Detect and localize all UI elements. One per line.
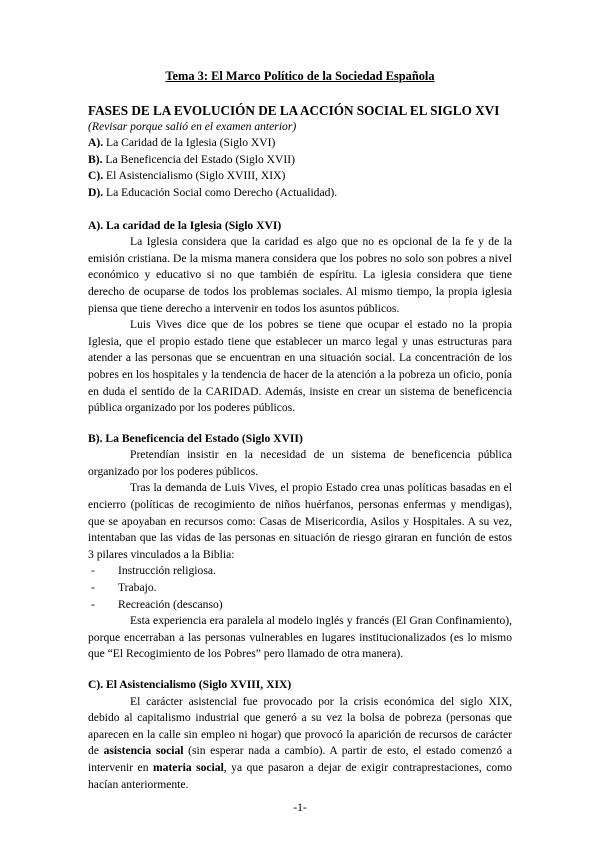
phase-text: La Educación Social como Derecho (Actualidad). (103, 185, 338, 199)
section-b-paragraph-3: Esta experiencia era paralela al modelo inglés y francés (El Gran Confinamiento), porque encerraban a las personas vulnerables en lugares institucionalizados (es lo mismo que “El Recogimiento de los Pobres” pero llamado de otra manera). (88, 614, 512, 661)
phase-label: D). (88, 185, 104, 199)
phase-item-d (88, 185, 512, 202)
section-a-heading: A). La caridad de la Iglesia (Siglo XVI) (88, 218, 282, 232)
section-a-paragraph-1: La Iglesia considera que la caridad es algo que no es opcional de la fe y de la emisión cristiana. De la misma manera considera que los pobres no solo son pobres a nivel económico y educativo si no que también de espíritu. La iglesia considera que tiene derecho de ocuparse de todos los problemas sociales. Al mismo tiempo, la propia iglesia piensa que tiene derecho a intervenir en todos los asuntos públicos. (88, 235, 512, 315)
phase-text: El Asistencialismo (Siglo XVIII, XIX) (103, 169, 286, 183)
phase-text: La Caridad de la Iglesia (Siglo XVI) (103, 136, 276, 150)
pillars-list (88, 563, 512, 613)
section-c-heading: C). El Asistencialismo (Siglo XVIII, XIX) (88, 678, 292, 691)
phase-item-c (88, 168, 512, 185)
phase-item-b (88, 152, 512, 169)
bold-term-materia-social: materia social (152, 760, 224, 774)
phase-label: A). (88, 136, 104, 150)
text-run: , ya que pasaron a dejar de exigir contraprestaciones, como hacían anteriormente. (88, 760, 513, 791)
list-item (88, 597, 512, 614)
phase-label: C). (88, 169, 104, 183)
list-item (88, 563, 512, 580)
bullet-dash: - (91, 597, 95, 611)
phase-list (88, 135, 512, 201)
phase-label: B). (88, 152, 103, 166)
text-run: (sin esperar nada a cambio). A partir de esto, el estado comenzó a intervenir en (88, 744, 512, 774)
text-run: El carácter asistencial fue provocado por la crisis económica del siglo XIX, debido al capitalismo industrial que generó a su vez la bolsa de pobreza (personas que aparecen en la calle sin empleo ni hogar) que provocó la aparición de recursos de carácter de (88, 694, 512, 758)
section-c-paragraph-1 (88, 694, 512, 794)
revision-note: (Revisar porque salió en el examen anterior) (88, 119, 297, 133)
page-number: -1- (293, 801, 307, 814)
bullet-dash: - (91, 581, 95, 595)
section-b-heading: B). La Beneficencia del Estado (Siglo XVII) (88, 431, 303, 445)
bold-term-asistencia-social: asistencia social (103, 744, 184, 758)
section-a-paragraph-2: Luis Vives dice que de los pobres se tiene que ocupar el estado no la propia Iglesia, que el propio estado tiene que establecer un marco legal y unas estructuras para atender a las personas que se encuentran en una situación social. La concentración de los pobres en los hospitales y la tendencia de hacer de la atención a la pobreza un oficio, ponía en duda el sentido de la CARIDAD. Además, insiste en crear un sistema de beneficencia pública organizado por los poderes públicos. (88, 318, 512, 415)
document-title: Tema 3: El Marco Político de la Sociedad Española (165, 69, 435, 83)
list-item-text: Recreación (descanso) (118, 597, 223, 611)
section-b-paragraph-2: Tras la demanda de Luis Vives, el propio Estado crea unas políticas basadas en el encierro (políticas de recogimiento de niños huérfanos, personas enfermas y mendigas), que se apoyaban en recursos como: Casas de Misericordia, Asilos y Hospitales. A su vez, intentaban que las vidas de las personas en situación de riesgo giraran en función de estos 3 pilares vinculados a la Biblia: (88, 481, 512, 561)
bullet-dash: - (91, 564, 95, 578)
list-item-text: Instrucción religiosa. (118, 564, 216, 578)
section-b-paragraph-1: Pretendían insistir en la necesidad de un sistema de beneficencia pública organizado por los poderes públicos. (88, 448, 512, 478)
list-item-text: Trabajo. (118, 581, 157, 595)
main-heading: FASES DE LA EVOLUCIÓN DE LA ACCIÓN SOCIAL EL SIGLO XVI (88, 102, 500, 118)
phase-text: La Beneficencia del Estado (Siglo XVII) (102, 152, 296, 166)
phase-item-a (88, 135, 512, 152)
list-item (88, 580, 512, 597)
